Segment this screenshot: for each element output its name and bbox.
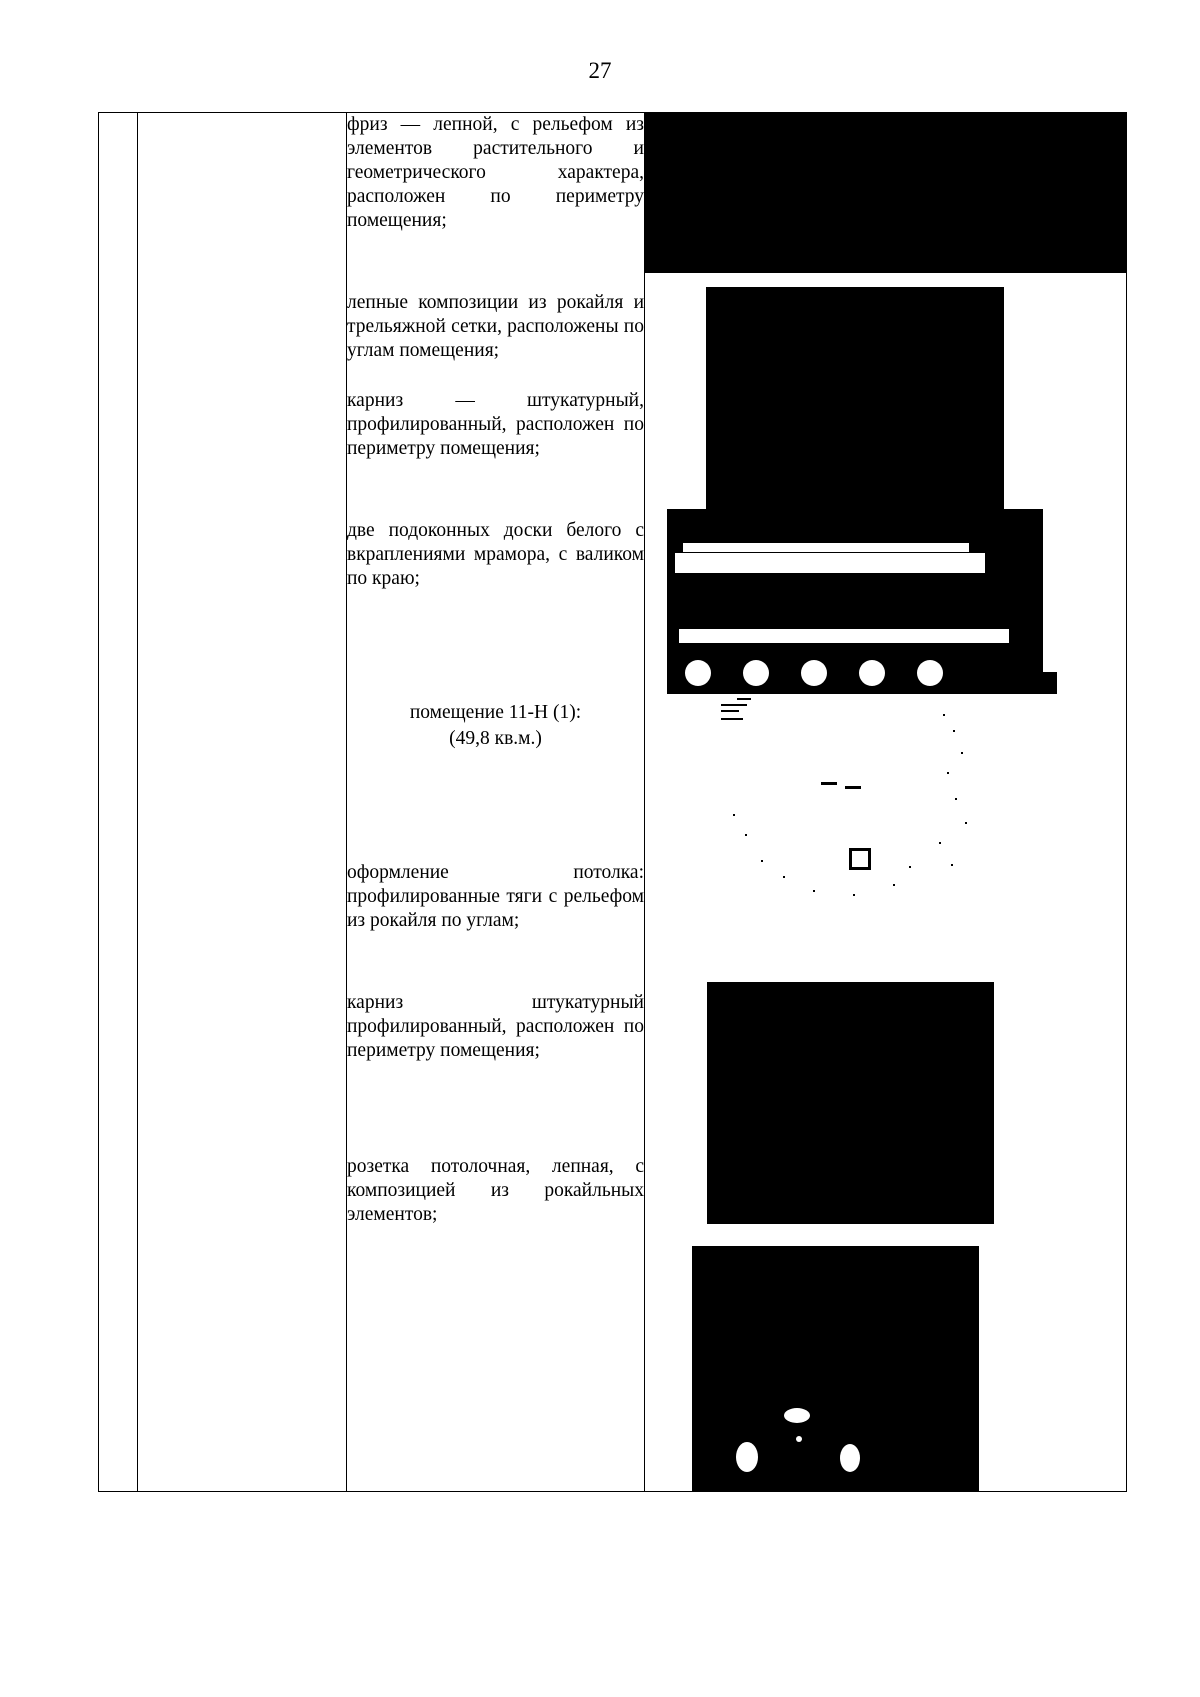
windowsill-scallop — [859, 660, 885, 686]
description-ceiling-decor: оформление потолка: профилированные тяги с рельефом из рокайля по углам; — [347, 861, 644, 931]
description-rosette: розетка потолочная, лепная, с композицией из рокайльных элементов; — [347, 1155, 644, 1225]
rosette-highlight — [736, 1442, 758, 1472]
windowsill-photo — [667, 509, 1057, 694]
ceiling-decor-photo — [707, 982, 994, 1224]
ceiling-rosette-photo — [692, 1246, 979, 1491]
plan-speck — [761, 860, 763, 862]
table-cell-col1 — [99, 113, 138, 1492]
plan-speck — [951, 864, 953, 866]
windowsill-scallop — [801, 660, 827, 686]
page-number: 27 — [588, 58, 612, 83]
plan-line — [821, 782, 837, 785]
content-table — [98, 112, 1127, 1492]
plan-speck — [909, 866, 911, 868]
rocaille-composition-photo — [706, 287, 1004, 509]
plan-line — [721, 718, 743, 720]
plan-line — [737, 698, 751, 700]
plan-speck — [955, 798, 957, 800]
plan-speck — [939, 842, 941, 844]
description-cornice: карниз — штукатурный, профилированный, расположен по периметру помещения; — [347, 389, 644, 459]
windowsill-highlight-mid — [675, 553, 985, 573]
windowsill-right-edge — [1043, 509, 1057, 694]
plan-speck — [745, 834, 747, 836]
plan-speck — [853, 894, 855, 896]
rosette-highlight — [796, 1436, 802, 1442]
windowsill-scallop — [917, 660, 943, 686]
rosette-highlight — [784, 1408, 810, 1423]
plan-speck — [947, 772, 949, 774]
plan-speck — [733, 814, 735, 816]
plan-speck — [953, 730, 955, 732]
description-rocaille: лепные композиции из рокайля и трельяжной сетки, расположены по углам помещения; — [347, 291, 644, 361]
table-cell-illustrations — [645, 113, 1127, 1492]
windowsill-highlight-low — [679, 629, 1009, 643]
plan-speck — [961, 752, 963, 754]
plan-line — [721, 704, 747, 706]
room-area: (49,8 кв.м.) — [449, 727, 542, 749]
room-label: помещение 11-Н (1): — [409, 701, 582, 723]
table-row — [99, 113, 1127, 1492]
description-windowsill: две подоконных доски белого с вкраплениями мрамора, с валиком по краю; — [347, 519, 644, 589]
windowsill-highlight-top — [683, 543, 969, 552]
rosette-highlight — [840, 1444, 860, 1472]
plan-center-marker — [849, 848, 871, 870]
plan-speck — [943, 714, 945, 716]
windowsill-scallop — [743, 660, 769, 686]
description-frieze: фриз — лепной, с рельефом из элементов растительного и геометрического характера, расположен по периметру помещения; — [347, 114, 644, 231]
frieze-photo — [645, 113, 1126, 273]
plan-speck — [965, 822, 967, 824]
table-cell-descriptions — [347, 113, 645, 1492]
plan-speck — [813, 890, 815, 892]
plan-line — [845, 786, 861, 789]
table-cell-col2 — [138, 113, 347, 1492]
description-cornice-2: карниз штукатурный профилированный, расположен по периметру помещения; — [347, 991, 644, 1061]
ceiling-plan-drawing — [703, 694, 1013, 934]
plan-line — [721, 710, 739, 712]
plan-speck — [783, 876, 785, 878]
plan-speck — [893, 884, 895, 886]
windowsill-scallop — [685, 660, 711, 686]
